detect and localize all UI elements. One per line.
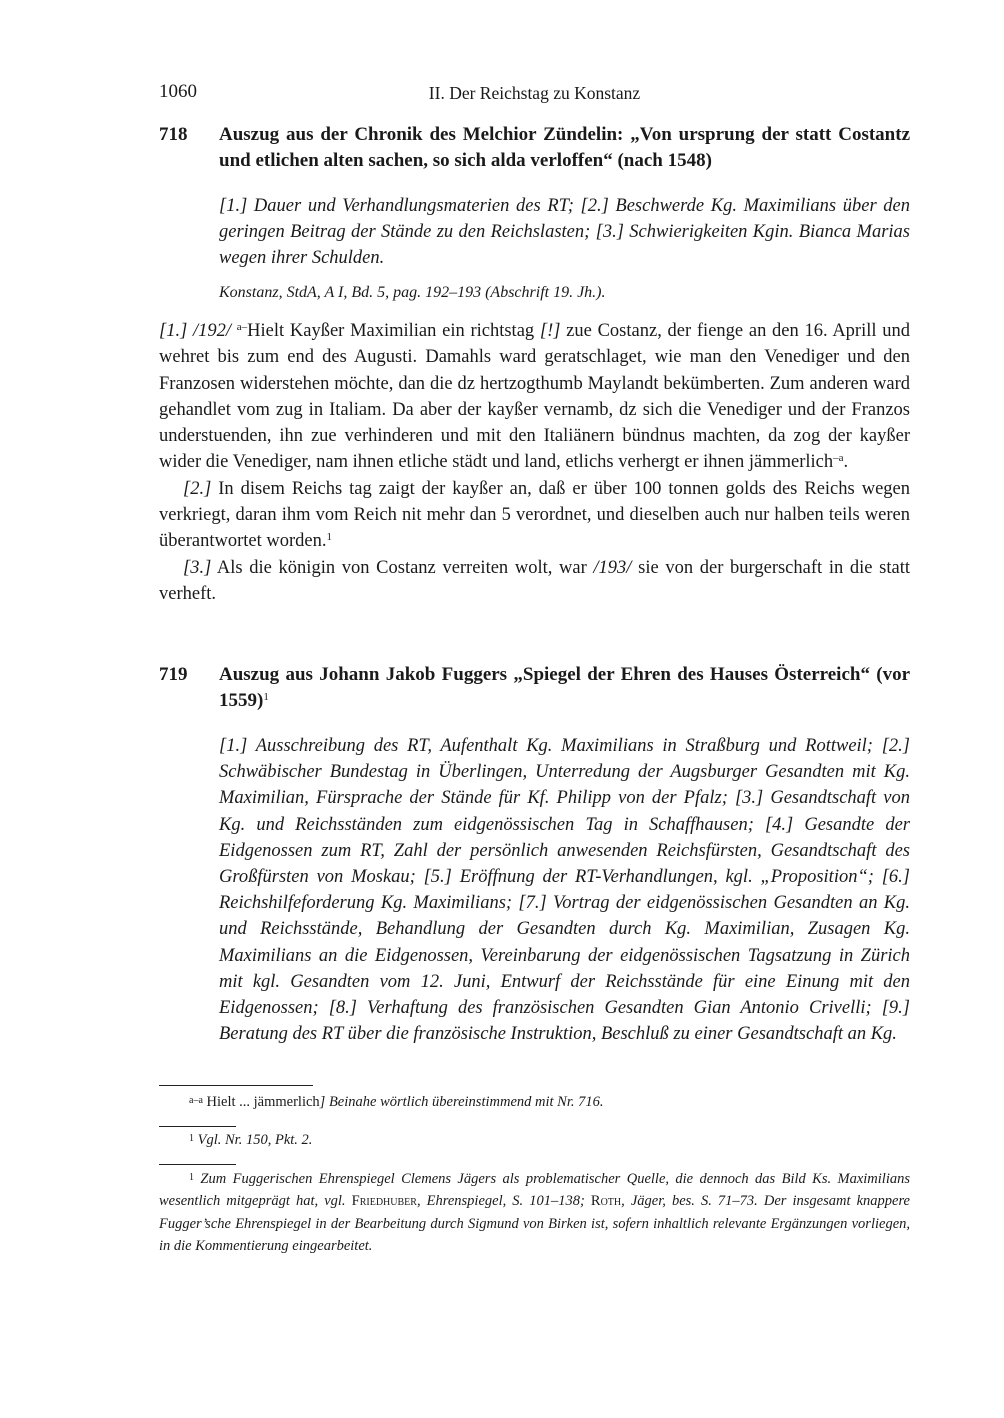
textcritical-marker-close[interactable]: –a xyxy=(833,452,844,465)
textcritical-marker-open[interactable]: a– xyxy=(236,321,248,333)
paragraph-text: sie von der burgerschaft in die statt verheft. xyxy=(159,557,910,604)
footnote-ref[interactable]: 1 xyxy=(326,531,332,544)
footnote-marker: 1 xyxy=(189,1133,194,1144)
footnote-divider xyxy=(159,1126,236,1127)
paragraph-text: In disem Reichs tag zaigt der kayßer an, daß er über 100 tonnen golds des Reichs wegen verkriegt, daran ihm vom Reich nit mehr dan 5 verordnet, und dieselben auch nur halben teils weren überantwortet worden. xyxy=(159,478,910,552)
footnote-marker: 1 xyxy=(189,1172,194,1183)
footnote-divider xyxy=(159,1164,236,1165)
document-title: Auszug aus der Chronik des Melchior Zündelin: „Von ursprung der statt Costantz und etlichen alten sachen, so sich alda verloffen“ (nach 1548) xyxy=(219,124,910,171)
page-number: 1060 xyxy=(159,81,197,102)
running-head xyxy=(159,81,910,107)
paragraph-text: zue Costanz, der fienge an den 16. Aprill und wehret bis zum end des Augusti. Damahls ward geratschlaget, wie man den Venediger und den Franzosen widerstehen möchte, dan die dz hertzogthumb Maylandt bekümberten. Zum anderen ward gehandlet vom zug in Italiam. Da aber der kayßer vernamb, dz sich die Venediger und der Franzos understuenden, ihn zue verhinderen und mit den Italiänern bündnus machten, da zog der kayßer wider die Venediger, nam ihnen etliche städt und land, etlichs verhergt er ihnen jämmerlich xyxy=(159,321,910,473)
folio-marker: /192/ xyxy=(193,321,232,341)
paragraph-3 xyxy=(159,555,910,608)
paragraph-2 xyxy=(159,476,910,555)
paragraph-text: Hielt Kayßer Maximilian ein richtstag xyxy=(247,321,540,341)
source-citation-718: Konstanz, StdA, A I, Bd. 5, pag. 192–193 (Abschrift 19. Jh.). xyxy=(219,284,606,301)
note-text: , Ehrenspiegel, S. 101–138; xyxy=(416,1193,591,1210)
document-number: 719 xyxy=(159,664,188,685)
note-text: , Jäger, bes. S. 71–73. Der insgesamt knappere Fugger’sche Ehrenspiegel in der Bearbeitung durch Sigmund von Birken ist, sofern inhaltlich relevante Ergänzungen vorliegen, in die Kommentierung eingearbeitet. xyxy=(159,1193,910,1254)
folio-marker: /193/ xyxy=(593,557,632,578)
section-marker: [2.] xyxy=(183,478,212,499)
document-title-text: Auszug aus Johann Jakob Fuggers „Spiegel der Ehren des Hauses Österreich“ (vor 1559) xyxy=(219,664,910,711)
running-title: II. Der Reichstag zu Konstanz xyxy=(428,83,641,103)
note-text: Vgl. Nr. 150, Pkt. 2. xyxy=(197,1132,313,1148)
sic-marker: [!] xyxy=(539,321,561,341)
document-number: 718 xyxy=(159,124,188,145)
footnote-ref[interactable]: 1 xyxy=(263,691,269,703)
footnote-divider xyxy=(159,1085,313,1086)
footnote-718-1 xyxy=(159,1128,910,1151)
document-heading-718 xyxy=(159,122,910,174)
note-text: Zum Fuggerischen Ehrenspiegel Clemens Jägers als problematischer Quelle, die dennoch das Bild Ks. Maximilians wesentlich mitgeprägt hat, vgl. xyxy=(159,1171,910,1210)
author-name: Roth xyxy=(590,1193,622,1210)
paragraph-1 xyxy=(159,318,910,476)
section-marker: [3.] xyxy=(183,557,212,578)
edition-text-718 xyxy=(159,318,910,607)
author-name: Friedhuber xyxy=(351,1193,417,1210)
regest-719: [1.] Ausschreibung des RT, Aufenthalt Kg. Maximilians in Straßburg und Rottweil; [2.] Schwäbischer Bundestag in Überlingen, Unterredung der Augsburger Gesandten mit Kg. Maximilian, Fürsprache der Stände für Kf. Philipp von der Pfalz; [3.] Gesandtschaft von Kg. und Reichsständen zum eidgenössischen Tag in Schaffhausen; [4.] Gesandte der Eidgenossen zum RT, Zahl der persönlich anwesenden Reichsfürsten, Gesandtschaft des Großfürsten von Moskau; [5.] Eröffnung der RT-Verhandlungen, kgl. „Proposition“; [6.] Reichshilfeforderung Kg. Maximilians; [7.] Vortrag der eidgenössischen Gesandten an Kg. und Reichsstände, Behandlung der Gesandten durch Kg. Maximilian, Zusagen Kg. Maximilians an die Eidgenossen, Vereinbarung der eidgenössischen Tagsatzung in Zürich mit kgl. Gesandten vom 12. Juni, Entwurf der Reichsstände für eine Einung mit den Eidgenossen; [8.] Verhaftung des französischen Gesandten Gian Antonio Crivelli; [9.] Beratung des RT über die französische Instruktion, Beschluß zu einer Gesandtschaft an Kg. xyxy=(219,736,910,1045)
document-heading-719 xyxy=(159,662,910,714)
footnote-marker: a–a xyxy=(189,1095,203,1106)
note-text: Beinahe wörtlich übereinstimmend mit Nr. 716. xyxy=(325,1094,604,1110)
section-marker: [1.] xyxy=(159,321,188,341)
document-title xyxy=(219,662,910,714)
lemma-bracket: ] xyxy=(319,1094,326,1110)
regest-718: [1.] Dauer und Verhandlungsmaterien des RT; [2.] Beschwerde Kg. Maximilians über den geringen Beitrag der Stände zu den Reichslasten; [3.] Schwierigkeiten Kgin. Bianca Marias wegen ihrer Schulden. xyxy=(219,196,910,269)
paragraph-text: Als die königin von Costanz verreiten wolt, war xyxy=(211,557,594,578)
footnote-719-1 xyxy=(159,1167,910,1257)
textcritical-note xyxy=(159,1090,910,1113)
lemma: Hielt ... jämmerlich xyxy=(206,1094,320,1110)
punctuation: . xyxy=(843,452,849,473)
